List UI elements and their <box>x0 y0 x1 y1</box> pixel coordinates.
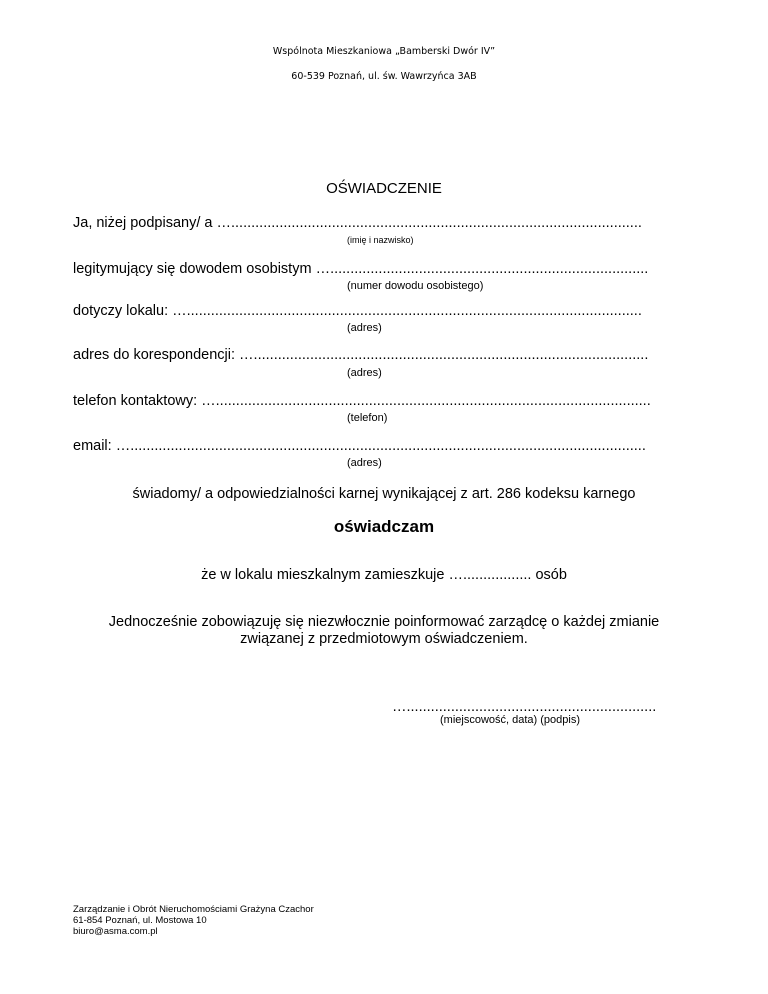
header-org-name: Wspólnota Mieszkaniowa „Bamberski Dwór IV” <box>272 46 496 57</box>
field-id-line: legitymujący się dowodem osobistym …............................................................................... <box>73 261 649 277</box>
obligation-paragraph: Jednocześnie zobowiązuję się niezwłocznie poinformować zarządcę o każdej zmianie związanej z przedmiotowym oświadczeniem. <box>108 614 660 647</box>
field-correspondence-line: adres do korespondencji: ….................................................................................................. <box>73 347 649 363</box>
footer-company: Zarządzanie i Obrót Nieruchomościami Grażyna Czachor <box>73 904 314 915</box>
signature-line: ….............................................................. <box>392 699 657 715</box>
field-id-hint: (numer dowodu osobistego) <box>347 280 484 292</box>
field-unit-line: dotyczy lokalu: …................................................................................................................. <box>73 303 642 319</box>
field-phone-hint: (telefon) <box>347 412 388 424</box>
signature-hint: (miejscowość, data) (podpis) <box>440 714 580 726</box>
document-title: OŚWIADCZENIE <box>326 180 442 197</box>
residents-statement: że w lokalu mieszkalnym zamieszkuje …................. osób <box>201 567 567 583</box>
field-name-hint: (imię i nazwisko) <box>347 235 414 245</box>
awareness-statement: świadomy/ a odpowiedzialności karnej wynikającej z art. 286 kodeksu karnego <box>132 486 636 502</box>
footer-email: biuro@asma.com.pl <box>73 926 158 937</box>
field-email-hint: (adres) <box>347 457 382 469</box>
field-email-line: email: …................................................................................................................................ <box>73 438 646 454</box>
footer-address: 61-854 Poznań, ul. Mostowa 10 <box>73 915 207 926</box>
declare-heading: oświadczam <box>333 517 435 536</box>
field-unit-hint: (adres) <box>347 322 382 334</box>
field-name-line: Ja, niżej podpisany/ a …...................................................................................................... <box>73 215 642 231</box>
field-correspondence-hint: (adres) <box>347 367 382 379</box>
field-phone-line: telefon kontaktowy: …............................................................................................................ <box>73 393 651 409</box>
header-org-address: 60-539 Poznań, ul. św. Wawrzyńca 3AB <box>291 71 477 82</box>
